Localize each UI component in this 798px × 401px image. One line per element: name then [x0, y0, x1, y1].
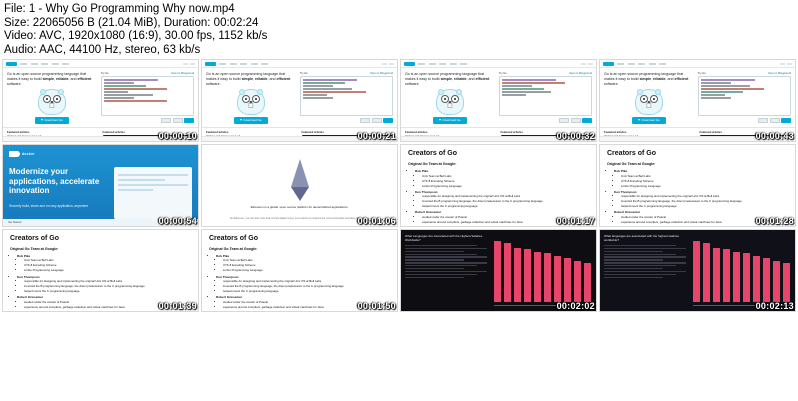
- survey-chart: [491, 230, 596, 311]
- format-button[interactable]: [559, 118, 569, 123]
- go-logo-icon: [404, 62, 415, 67]
- nav-item-packages[interactable]: [450, 63, 457, 65]
- creator-fact: • experience around compilers, garbage collection and virtual machines for Java: [24, 306, 191, 310]
- go-playground: [101, 72, 194, 123]
- go-playground-header: [101, 72, 194, 75]
- nav-item-docs[interactable]: [638, 63, 645, 65]
- video-stream-line: Video: AVC, 1920x1080 (16:9), 30.00 fps, 1152 kb/s: [4, 30, 268, 43]
- slide-lead: Original Go Team at Google:: [408, 162, 457, 167]
- creator-fact: • Limbo Programming Language: [223, 269, 390, 273]
- creator-fact: • Limbo Programming Language: [621, 185, 788, 189]
- bar-clojure: [693, 241, 700, 302]
- creator-fact: • studied under the creator of Pascal: [621, 216, 788, 220]
- nav-item-docs[interactable]: [240, 63, 247, 65]
- creator-facts: [614, 175, 788, 189]
- run-button[interactable]: [383, 118, 393, 123]
- gopher-mascot-icon: [237, 89, 265, 115]
- go-website-frame: [401, 60, 596, 141]
- creator-name: • Ken Thompson: [216, 275, 390, 279]
- timestamp-10: 00:01:50: [357, 300, 396, 311]
- go-navbar: [401, 60, 596, 68]
- heading-reliable: reliable: [254, 76, 268, 81]
- download-button[interactable]: [190, 63, 195, 66]
- salary-bar-chart: [693, 234, 790, 305]
- heading-sep1: ,: [252, 76, 255, 81]
- go-logo-icon: [205, 62, 216, 67]
- thumbnail-12[interactable]: [599, 229, 796, 312]
- go-code-editor[interactable]: [101, 76, 194, 116]
- nav-item-community[interactable]: [659, 63, 666, 65]
- go-navbar: [202, 60, 397, 68]
- nav-item-why-go[interactable]: [20, 63, 27, 65]
- nav-item-docs[interactable]: [439, 63, 446, 65]
- creator-fact: • responsible for designing and implementing the original Unix OS at Bell Labs: [223, 280, 390, 284]
- heading-sep2: , and: [68, 76, 78, 81]
- bar-scala: [743, 253, 750, 302]
- creator-name: • Rob Pike: [17, 254, 191, 258]
- creator-fact: • UTF-8 Encoding Scheme: [621, 180, 788, 184]
- go-hero-left: [604, 72, 694, 123]
- thumbnail-9[interactable]: [2, 229, 199, 312]
- search-icon[interactable]: [581, 63, 586, 66]
- creator-name: • Robert Griesemer: [614, 210, 788, 214]
- heading-efficient: efficient: [77, 76, 92, 81]
- gopher-mascot-icon: [635, 89, 663, 115]
- creator-name: • Robert Griesemer: [216, 295, 390, 299]
- heading-reliable: reliable: [55, 76, 69, 81]
- bar-go: [534, 252, 541, 302]
- slide-title: Creators of Go: [607, 150, 657, 158]
- bar-elixir: [713, 248, 720, 303]
- creator-fact: • studied under the creator of Pascal: [24, 301, 191, 305]
- go-navbar: [600, 60, 795, 68]
- nav-item-packages[interactable]: [251, 63, 258, 65]
- heading-efficient: efficient: [674, 76, 689, 81]
- download-go-label: Download Go: [243, 118, 262, 123]
- bar-objective-c: [773, 261, 780, 302]
- open-in-playground-link[interactable]: Open in Playground: [768, 72, 791, 76]
- playground-buttons: [300, 118, 393, 123]
- creator-facts: [415, 175, 589, 189]
- featured-title-1: Featured articles: [7, 129, 30, 134]
- survey-chart: [690, 230, 795, 311]
- featured-title-2: Featured articles: [301, 129, 324, 134]
- download-icon: [41, 119, 43, 121]
- heading-simple: simple: [241, 76, 253, 81]
- heading-efficient: efficient: [475, 76, 490, 81]
- timestamp-3: 00:00:32: [556, 131, 595, 142]
- creator-fact: • invented the B programming language, the direct predecessor to the C programming language: [223, 285, 390, 289]
- go-nav-right: [780, 63, 792, 66]
- nav-item-learn[interactable]: [230, 63, 237, 65]
- thumbnail-7[interactable]: [400, 144, 597, 227]
- playground-buttons: [101, 118, 194, 123]
- ethereum-paragraph: Ethereum is a global, open source platform for decentralized applications.: [250, 205, 349, 210]
- creator-name: • Robert Griesemer: [415, 210, 589, 214]
- heading-sep1: ,: [53, 76, 56, 81]
- creator-name: • Rob Pike: [614, 169, 788, 173]
- slide-title: Creators of Go: [209, 234, 259, 242]
- bar-webassembly: [564, 258, 571, 302]
- ethereum-slide: [202, 145, 397, 226]
- creator-name: • Robert Griesemer: [17, 295, 191, 299]
- download-go-label: Download Go: [44, 118, 63, 123]
- bar-rust: [753, 256, 760, 302]
- share-button[interactable]: [770, 118, 780, 123]
- go-nav-items: [418, 63, 578, 65]
- bar-go: [733, 252, 740, 302]
- docker-headline: Modernize your applications, accelerate innovation: [9, 167, 100, 196]
- go-hero-left: [405, 72, 495, 123]
- creator-name: • Ken Thompson: [17, 275, 191, 279]
- creator-fact: • Unix Team at Bell Labs: [621, 175, 788, 179]
- heading-reliable: reliable: [652, 76, 666, 81]
- share-button[interactable]: [571, 118, 581, 123]
- go-hero-left: [7, 72, 97, 123]
- heading-reliable: reliable: [453, 76, 467, 81]
- heading-sep2: , and: [466, 76, 476, 81]
- thumbnail-11[interactable]: [400, 229, 597, 312]
- heading-pre: Go is an open source programming language that makes it easy to build: [405, 72, 485, 81]
- thumbnail-3[interactable]: [400, 59, 597, 142]
- slide-lead: Original Go Team at Google:: [10, 246, 59, 251]
- creator-fact: • invented the B programming language, the direct predecessor to the C programming language: [621, 200, 788, 204]
- survey-article: [401, 230, 491, 311]
- playground-buttons: [499, 118, 592, 123]
- thumbnail-4[interactable]: [599, 59, 796, 142]
- bar-objective-c: [574, 261, 581, 302]
- salary-bar-chart: [494, 234, 591, 305]
- go-code-editor[interactable]: [698, 76, 791, 116]
- open-in-playground-link[interactable]: Open in Playground: [171, 72, 194, 76]
- nav-item-why-go[interactable]: [617, 63, 624, 65]
- go-hero: [401, 68, 596, 123]
- download-button[interactable]: [588, 63, 593, 66]
- timestamp-1: 00:00:10: [158, 131, 197, 142]
- download-icon: [439, 119, 441, 121]
- thumbnail-2[interactable]: [201, 59, 398, 142]
- docker-footer-label[interactable]: Get Started: [8, 220, 22, 224]
- download-go-label: Download Go: [442, 118, 461, 123]
- heading-simple: simple: [639, 76, 651, 81]
- timestamp-8: 00:01:28: [755, 215, 794, 226]
- creators-slide: [3, 230, 198, 311]
- download-go-button[interactable]: [433, 117, 467, 124]
- search-icon[interactable]: [780, 63, 785, 66]
- download-button[interactable]: [389, 63, 394, 66]
- go-hero-heading: [7, 72, 97, 86]
- timestamp-2: 00:00:21: [357, 131, 396, 142]
- nav-item-why-go[interactable]: [219, 63, 226, 65]
- file-line: File: 1 - Why Go Programming Why now.mp4: [4, 3, 235, 15]
- go-nav-right: [382, 63, 394, 66]
- bar-ruby: [584, 263, 591, 303]
- bar-clojure: [494, 241, 501, 302]
- go-hero-heading: [206, 72, 296, 86]
- format-button[interactable]: [758, 118, 768, 123]
- survey-article: [600, 230, 690, 311]
- heading-simple: simple: [440, 76, 452, 81]
- go-hero: [3, 68, 198, 123]
- go-nav-items: [219, 63, 379, 65]
- creator-fact: • Unix Team at Bell Labs: [223, 259, 390, 263]
- slide-lead: Original Go Team at Google:: [607, 162, 656, 167]
- go-playground: [499, 72, 592, 123]
- heading-end: software.: [604, 81, 619, 86]
- media-info-block: [0, 0, 798, 59]
- salary-survey-slide: [401, 230, 596, 311]
- gopher-mascot-icon: [436, 89, 464, 115]
- run-button[interactable]: [582, 118, 592, 123]
- timestamp-5: 00:00:54: [158, 215, 197, 226]
- download-go-button[interactable]: [632, 117, 666, 124]
- ethereum-logo-icon: [291, 159, 309, 187]
- go-nav-right: [581, 63, 593, 66]
- timestamp-4: 00:00:43: [755, 131, 794, 142]
- featured-title-1: Featured articles: [206, 129, 229, 134]
- docker-screenshot-image: [114, 167, 192, 219]
- heading-pre: Go is an open source programming language that makes it easy to build: [7, 72, 87, 81]
- try-go-label: Try Go: [100, 72, 109, 76]
- bar-erlang: [524, 249, 531, 302]
- nav-item-packages[interactable]: [649, 63, 656, 65]
- ethereum-note: On Ethereum, you can write code that controls digital money, runs exactly as programmed, and is accessible anywhere in the world.: [229, 216, 370, 220]
- creator-name: • Rob Pike: [415, 169, 589, 173]
- bar-webassembly: [763, 258, 770, 302]
- slide-title: Creators of Go: [10, 234, 60, 242]
- run-button[interactable]: [184, 118, 194, 123]
- creator-fact: • helped invent the C programming language: [621, 205, 788, 209]
- go-playground-header: [499, 72, 592, 75]
- creator-fact: • helped invent the C programming language: [24, 290, 191, 294]
- creator-facts: [17, 259, 191, 273]
- thumbnail-10[interactable]: [201, 229, 398, 312]
- share-button[interactable]: [372, 118, 382, 123]
- creators-slide: [202, 230, 397, 311]
- gopher-mascot-icon: [38, 89, 66, 115]
- go-logo-icon: [6, 62, 17, 67]
- nav-item-community[interactable]: [62, 63, 69, 65]
- go-hero-heading: [405, 72, 495, 86]
- go-hero: [600, 68, 795, 123]
- audio-stream-line: Audio: AAC, 44100 Hz, stereo, 63 kb/s: [4, 43, 201, 56]
- try-go-label: Try Go: [498, 72, 507, 76]
- creator-fact: • Unix Team at Bell Labs: [24, 259, 191, 263]
- featured-title-2: Featured articles: [699, 129, 722, 134]
- go-playground-header: [698, 72, 791, 75]
- creator-fact: • UTF-8 Encoding Scheme: [24, 264, 191, 268]
- slide-lead: Original Go Team at Google:: [209, 246, 258, 251]
- creator-facts: [216, 280, 390, 294]
- go-logo-icon: [603, 62, 614, 67]
- try-go-label: Try Go: [697, 72, 706, 76]
- creators-slide: [600, 145, 795, 226]
- bar-elixir: [514, 248, 521, 303]
- nav-item-learn[interactable]: [429, 63, 436, 65]
- go-nav-items: [20, 63, 180, 65]
- heading-end: software.: [7, 81, 22, 86]
- creator-fact: • Limbo Programming Language: [24, 269, 191, 273]
- creator-facts: [17, 280, 191, 294]
- nav-item-learn[interactable]: [628, 63, 635, 65]
- format-button[interactable]: [360, 118, 370, 123]
- creator-facts: [614, 195, 788, 209]
- creator-fact: • studied under the creator of Pascal: [223, 301, 390, 305]
- creator-facts: [216, 259, 390, 273]
- thumbnail-8[interactable]: [599, 144, 796, 227]
- featured-title-1: Featured articles: [405, 129, 428, 134]
- timestamp-9: 00:01:39: [158, 300, 197, 311]
- try-go-label: Try Go: [299, 72, 308, 76]
- heading-pre: Go is an open source programming language that makes it easy to build: [604, 72, 684, 81]
- featured-title-1: Featured articles: [604, 129, 627, 134]
- creator-fact: • responsible for designing and implementing the original Unix OS at Bell Labs: [24, 280, 191, 284]
- size-duration-line: Size: 22065056 B (21.04 MiB), Duration: 00:02:24: [4, 16, 259, 29]
- go-playground: [698, 72, 791, 123]
- heading-end: software.: [405, 81, 420, 86]
- heading-end: software.: [206, 81, 221, 86]
- creator-name: • Ken Thompson: [415, 190, 589, 194]
- go-hero-heading: [604, 72, 694, 86]
- docker-wordmark: docker: [22, 152, 35, 157]
- survey-title: What Languages Are Associated with the Highest Salaries Worldwide?: [405, 233, 483, 242]
- timestamp-11: 00:02:02: [556, 300, 595, 311]
- heading-pre: Go is an open source programming language that makes it easy to build: [206, 72, 286, 81]
- heading-simple: simple: [42, 76, 54, 81]
- timestamp-7: 00:01:17: [556, 215, 595, 226]
- download-go-button[interactable]: [234, 117, 268, 124]
- creator-fact: • Unix Team at Bell Labs: [422, 175, 589, 179]
- go-hero: [202, 68, 397, 123]
- creators-slide: [401, 145, 596, 226]
- heading-sep2: , and: [267, 76, 277, 81]
- creator-fact: • experience around compilers, garbage collection and virtual machines for Java: [223, 306, 390, 310]
- nav-item-why-go[interactable]: [418, 63, 425, 65]
- bar-rust: [554, 256, 561, 302]
- format-button[interactable]: [161, 118, 171, 123]
- go-nav-right: [183, 63, 195, 66]
- download-go-label: Download Go: [641, 118, 660, 123]
- download-icon: [638, 119, 640, 121]
- bar-fsharp: [703, 243, 710, 302]
- docker-slide: [3, 145, 198, 226]
- timestamp-6: 00:01:06: [357, 215, 396, 226]
- search-icon[interactable]: [382, 63, 387, 66]
- nav-item-community[interactable]: [261, 63, 268, 65]
- thumbnail-5[interactable]: [2, 144, 199, 227]
- creator-fact: • invented the B programming language, the direct predecessor to the C programming language: [422, 200, 589, 204]
- bar-erlang: [723, 249, 730, 302]
- timestamp-12: 00:02:13: [755, 300, 794, 311]
- go-code-editor[interactable]: [499, 76, 592, 116]
- heading-sep1: ,: [650, 76, 653, 81]
- creator-fact: • Limbo Programming Language: [422, 185, 589, 189]
- share-button[interactable]: [173, 118, 183, 123]
- creator-name: • Rob Pike: [216, 254, 390, 258]
- creator-facts: [415, 195, 589, 209]
- go-playground-header: [300, 72, 393, 75]
- download-button[interactable]: [787, 63, 792, 66]
- run-button[interactable]: [781, 118, 791, 123]
- heading-sep2: , and: [665, 76, 675, 81]
- nav-item-packages[interactable]: [52, 63, 59, 65]
- bar-fsharp: [504, 243, 511, 302]
- creator-fact: • invented the B programming language, the direct predecessor to the C programming language: [24, 285, 191, 289]
- download-icon: [240, 119, 242, 121]
- open-in-playground-link[interactable]: Open in Playground: [569, 72, 592, 76]
- go-code-editor[interactable]: [300, 76, 393, 116]
- nav-item-community[interactable]: [460, 63, 467, 65]
- thumbnail-1[interactable]: [2, 59, 199, 142]
- playground-buttons: [698, 118, 791, 123]
- creator-fact: • experience around compilers, garbage collection and virtual machines for Java: [422, 221, 589, 225]
- search-icon[interactable]: [183, 63, 188, 66]
- creator-fact: • studied under the creator of Pascal: [422, 216, 589, 220]
- go-website-frame: [3, 60, 198, 141]
- download-go-button[interactable]: [35, 117, 69, 124]
- go-website-frame: [202, 60, 397, 141]
- go-website-frame: [600, 60, 795, 141]
- creator-fact: • helped invent the C programming language: [422, 205, 589, 209]
- creator-fact: • responsible for designing and implementing the original Unix OS at Bell Labs: [621, 195, 788, 199]
- creator-fact: • responsible for designing and implementing the original Unix OS at Bell Labs: [422, 195, 589, 199]
- nav-item-docs[interactable]: [41, 63, 48, 65]
- docker-subheadline: Securely build, share and run any application, anywhere: [9, 203, 89, 208]
- slide-title: Creators of Go: [408, 150, 458, 158]
- thumbnail-6[interactable]: [201, 144, 398, 227]
- bar-scala: [544, 253, 551, 302]
- creator-fact: • UTF-8 Encoding Scheme: [422, 180, 589, 184]
- go-nav-items: [617, 63, 777, 65]
- thumbnail-grid: [0, 59, 798, 398]
- creator-fact: • helped invent the C programming language: [223, 290, 390, 294]
- whale-icon: [9, 151, 20, 157]
- featured-title-2: Featured articles: [500, 129, 523, 134]
- go-playground: [300, 72, 393, 123]
- creator-fact: • experience around compilers, garbage collection and virtual machines for Java: [621, 221, 788, 225]
- creator-name: • Ken Thompson: [614, 190, 788, 194]
- salary-survey-slide: [600, 230, 795, 311]
- open-in-playground-link[interactable]: Open in Playground: [370, 72, 393, 76]
- creator-fact: • UTF-8 Encoding Scheme: [223, 264, 390, 268]
- heading-efficient: efficient: [276, 76, 291, 81]
- bar-ruby: [783, 263, 790, 303]
- survey-title: What languages are associated with the highest salaries worldwide?: [604, 233, 679, 242]
- nav-item-learn[interactable]: [31, 63, 38, 65]
- go-navbar: [3, 60, 198, 68]
- heading-sep1: ,: [451, 76, 454, 81]
- go-hero-left: [206, 72, 296, 123]
- featured-title-2: Featured articles: [102, 129, 125, 134]
- docker-brand: [9, 151, 192, 157]
